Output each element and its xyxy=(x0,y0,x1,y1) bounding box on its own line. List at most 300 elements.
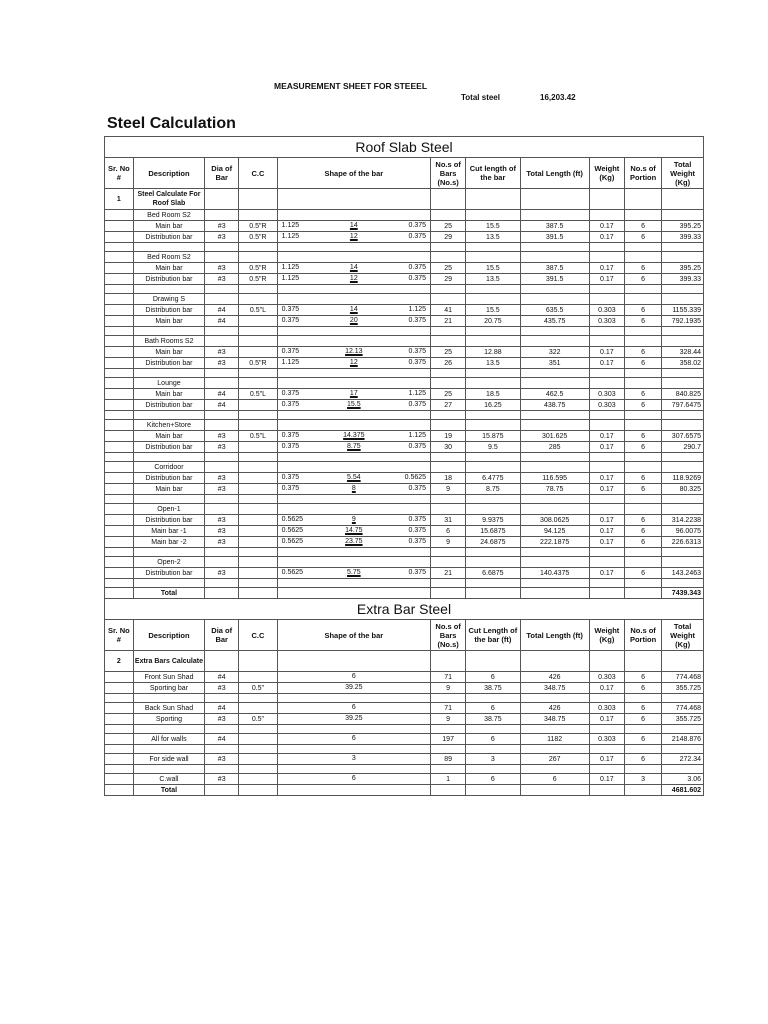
column-header: Sr. No # xyxy=(105,620,134,651)
portion-cell: 6 xyxy=(624,734,661,745)
blank-cell xyxy=(205,252,239,263)
portion-cell: 6 xyxy=(624,683,661,694)
table-row xyxy=(105,400,704,411)
blank-cell xyxy=(431,369,466,378)
blank-row xyxy=(105,495,704,504)
blank-cell xyxy=(662,378,704,389)
blank-cell xyxy=(105,579,134,588)
blank-cell xyxy=(133,369,204,378)
blank-cell xyxy=(277,285,430,294)
blank-cell xyxy=(105,725,134,734)
total-weight-cell: 395.25 xyxy=(662,221,704,232)
cut-length-cell: 20.75 xyxy=(466,316,520,327)
total-weight-cell: 840.825 xyxy=(662,389,704,400)
blank-cell xyxy=(624,378,661,389)
blank-cell xyxy=(589,579,624,588)
cc-cell xyxy=(239,672,277,683)
total-length-cell: 387.5 xyxy=(520,221,589,232)
blank-cell xyxy=(239,189,277,210)
blank-cell xyxy=(466,651,520,672)
description-cell: Main bar xyxy=(133,484,204,495)
total-length-cell: 116.595 xyxy=(520,473,589,484)
total-weight-cell: 399.33 xyxy=(662,232,704,243)
blank-cell xyxy=(133,285,204,294)
dia-cell: #4 xyxy=(205,672,239,683)
blank-cell xyxy=(520,327,589,336)
total-length-cell: 267 xyxy=(520,754,589,765)
blank-cell xyxy=(133,548,204,557)
shape-s2-value: 14.75 xyxy=(345,527,363,534)
blank-cell xyxy=(466,189,520,210)
shape-s3-value: 0.5625 xyxy=(404,474,427,481)
shape-s2-value: 12 xyxy=(349,233,358,240)
shape-s3-value: 0.375 xyxy=(408,359,427,366)
column-header: Dia of Bar xyxy=(205,620,239,651)
group-name-row xyxy=(105,504,704,515)
blank-cell xyxy=(133,495,204,504)
nos-cell: 9 xyxy=(431,683,466,694)
column-header: Shape of the bar xyxy=(277,620,430,651)
sr-number: 2 xyxy=(105,651,134,672)
portion-cell: 6 xyxy=(624,526,661,537)
group-name: Bed Room S2 xyxy=(133,252,204,263)
column-header: Description xyxy=(133,158,204,189)
table-row xyxy=(105,683,704,694)
blank-cell xyxy=(624,294,661,305)
blank-cell xyxy=(239,453,277,462)
page-title: Steel Calculation xyxy=(107,115,236,132)
total-length-cell: 391.5 xyxy=(520,232,589,243)
shape-cell xyxy=(277,232,430,243)
blank-cell xyxy=(277,745,430,754)
table-row xyxy=(105,714,704,725)
blank-cell xyxy=(589,378,624,389)
table-row xyxy=(105,568,704,579)
shape-cell xyxy=(277,754,430,765)
blank-cell xyxy=(239,327,277,336)
blank-cell xyxy=(466,579,520,588)
blank-cell xyxy=(589,725,624,734)
shape-s2-value: 6 xyxy=(351,673,356,680)
description-cell: Main bar xyxy=(133,347,204,358)
blank-cell xyxy=(105,473,134,484)
cut-length-cell: 38.75 xyxy=(466,714,520,725)
blank-cell xyxy=(520,504,589,515)
dia-cell: #3 xyxy=(205,473,239,484)
shape-s2-value: 39.25 xyxy=(345,715,363,722)
blank-cell xyxy=(520,210,589,221)
blank-cell xyxy=(205,785,239,796)
blank-cell xyxy=(466,495,520,504)
blank-cell xyxy=(624,557,661,568)
shape-s2-value: 23.75 xyxy=(345,538,363,545)
blank-cell xyxy=(205,504,239,515)
shape-s1-value: 0.5625 xyxy=(281,569,304,576)
total-weight-cell: 797.6475 xyxy=(662,400,704,411)
blank-cell xyxy=(624,243,661,252)
shape-cell xyxy=(277,431,430,442)
blank-cell xyxy=(662,327,704,336)
group-name-row xyxy=(105,420,704,431)
blank-cell xyxy=(133,765,204,774)
table-row xyxy=(105,316,704,327)
shape-s3-value: 0.375 xyxy=(408,569,427,576)
cut-length-cell: 8.75 xyxy=(466,484,520,495)
blank-cell xyxy=(662,336,704,347)
blank-cell xyxy=(105,515,134,526)
blank-cell xyxy=(431,579,466,588)
blank-cell xyxy=(466,694,520,703)
weight-cell: 0.303 xyxy=(589,703,624,714)
column-header: C.C xyxy=(239,158,277,189)
steel-table xyxy=(104,136,704,796)
blank-cell xyxy=(239,411,277,420)
column-header-row xyxy=(105,158,704,189)
shape-s3-value: 0.375 xyxy=(408,538,427,545)
blank-cell xyxy=(105,504,134,515)
blank-cell xyxy=(277,694,430,703)
blank-row xyxy=(105,765,704,774)
shape-s1-value: 1.125 xyxy=(281,264,300,271)
blank-row xyxy=(105,369,704,378)
cut-length-cell: 9.9375 xyxy=(466,515,520,526)
blank-cell xyxy=(105,400,134,411)
cut-length-cell: 13.5 xyxy=(466,232,520,243)
blank-cell xyxy=(624,411,661,420)
shape-s2-value: 12.13 xyxy=(345,348,363,355)
dia-cell: #3 xyxy=(205,754,239,765)
shape-s2-value: 12 xyxy=(349,359,358,366)
blank-cell xyxy=(589,765,624,774)
shape-cell xyxy=(277,774,430,785)
blank-cell xyxy=(624,745,661,754)
total-length-cell: 322 xyxy=(520,347,589,358)
total-weight-cell: 774.468 xyxy=(662,703,704,714)
portion-cell: 6 xyxy=(624,400,661,411)
total-length-cell: 438.75 xyxy=(520,400,589,411)
description-cell: Sporting bar xyxy=(133,683,204,694)
blank-cell xyxy=(662,462,704,473)
blank-cell xyxy=(277,252,430,263)
cut-length-cell: 6 xyxy=(466,774,520,785)
blank-cell xyxy=(624,453,661,462)
portion-cell: 6 xyxy=(624,274,661,285)
blank-cell xyxy=(239,495,277,504)
blank-row xyxy=(105,548,704,557)
blank-cell xyxy=(105,588,134,599)
nos-cell: 21 xyxy=(431,568,466,579)
weight-cell: 0.17 xyxy=(589,442,624,453)
shape-s2-value: 6 xyxy=(351,704,356,711)
blank-cell xyxy=(520,495,589,504)
total-length-cell: 308.0625 xyxy=(520,515,589,526)
blank-cell xyxy=(466,369,520,378)
total-weight-cell: 80.325 xyxy=(662,484,704,495)
weight-cell: 0.17 xyxy=(589,537,624,548)
section-heading: Extra Bars Calculate xyxy=(133,651,204,672)
total-label: Total xyxy=(133,785,204,796)
shape-cell xyxy=(277,347,430,358)
dia-cell: #3 xyxy=(205,431,239,442)
blank-cell xyxy=(520,651,589,672)
blank-cell xyxy=(520,378,589,389)
blank-cell xyxy=(277,210,430,221)
blank-cell xyxy=(589,285,624,294)
blank-cell xyxy=(662,294,704,305)
blank-cell xyxy=(133,327,204,336)
blank-cell xyxy=(466,548,520,557)
blank-cell xyxy=(431,745,466,754)
total-weight-cell: 792.1935 xyxy=(662,316,704,327)
blank-cell xyxy=(662,651,704,672)
shape-s1-value: 0.375 xyxy=(281,401,300,408)
shape-s3-value: 0.375 xyxy=(408,222,427,229)
nos-cell: 19 xyxy=(431,431,466,442)
column-header: Total Length (ft) xyxy=(520,158,589,189)
blank-cell xyxy=(239,651,277,672)
weight-cell: 0.303 xyxy=(589,305,624,316)
blank-cell xyxy=(662,189,704,210)
dia-cell: #3 xyxy=(205,484,239,495)
blank-cell xyxy=(239,285,277,294)
blank-cell xyxy=(589,336,624,347)
blank-cell xyxy=(105,316,134,327)
total-length-cell: 222.1875 xyxy=(520,537,589,548)
shape-s2-value: 14 xyxy=(349,264,358,271)
blank-cell xyxy=(239,336,277,347)
blank-cell xyxy=(466,252,520,263)
nos-cell: 27 xyxy=(431,400,466,411)
dia-cell: #3 xyxy=(205,263,239,274)
cc-cell xyxy=(239,774,277,785)
description-cell: Distribution bar xyxy=(133,400,204,411)
blank-cell xyxy=(662,504,704,515)
blank-cell xyxy=(466,504,520,515)
blank-cell xyxy=(624,495,661,504)
blank-cell xyxy=(520,336,589,347)
blank-cell xyxy=(277,548,430,557)
total-weight-cell: 399.33 xyxy=(662,274,704,285)
table-row xyxy=(105,526,704,537)
total-length-cell: 435.75 xyxy=(520,316,589,327)
shape-cell xyxy=(277,683,430,694)
blank-cell xyxy=(662,694,704,703)
dia-cell: #4 xyxy=(205,400,239,411)
blank-cell xyxy=(431,495,466,504)
shape-s2-value: 9 xyxy=(351,516,356,523)
blank-cell xyxy=(105,252,134,263)
section-banner: Roof Slab Steel xyxy=(105,137,704,158)
shape-s1-value: 0.5625 xyxy=(281,538,304,545)
weight-cell: 0.17 xyxy=(589,221,624,232)
blank-cell xyxy=(624,694,661,703)
total-value: 4681.602 xyxy=(662,785,704,796)
column-header: Cut length of the bar xyxy=(466,158,520,189)
nos-cell: 18 xyxy=(431,473,466,484)
cut-length-cell: 16.25 xyxy=(466,400,520,411)
blank-cell xyxy=(205,420,239,431)
blank-cell xyxy=(589,462,624,473)
blank-cell xyxy=(105,378,134,389)
blank-cell xyxy=(624,725,661,734)
blank-cell xyxy=(589,243,624,252)
nos-cell: 29 xyxy=(431,274,466,285)
blank-cell xyxy=(624,285,661,294)
blank-cell xyxy=(105,263,134,274)
blank-cell xyxy=(431,504,466,515)
blank-cell xyxy=(133,725,204,734)
blank-cell xyxy=(431,694,466,703)
dia-cell: #3 xyxy=(205,442,239,453)
dia-cell: #3 xyxy=(205,347,239,358)
group-name-row xyxy=(105,210,704,221)
blank-cell xyxy=(624,462,661,473)
section-heading-row xyxy=(105,189,704,210)
blank-cell xyxy=(205,243,239,252)
table-row xyxy=(105,221,704,232)
blank-cell xyxy=(624,252,661,263)
portion-cell: 6 xyxy=(624,473,661,484)
weight-cell: 0.17 xyxy=(589,683,624,694)
cc-cell xyxy=(239,400,277,411)
blank-cell xyxy=(239,745,277,754)
blank-cell xyxy=(277,504,430,515)
blank-cell xyxy=(466,411,520,420)
blank-cell xyxy=(239,725,277,734)
total-weight-cell: 118.9269 xyxy=(662,473,704,484)
blank-cell xyxy=(205,557,239,568)
cut-length-cell: 13.5 xyxy=(466,274,520,285)
shape-s2-value: 5.54 xyxy=(347,474,361,481)
nos-cell: 71 xyxy=(431,672,466,683)
blank-cell xyxy=(589,252,624,263)
shape-s2-value: 17 xyxy=(349,390,358,397)
blank-cell xyxy=(105,495,134,504)
blank-cell xyxy=(277,411,430,420)
column-header: Weight (Kg) xyxy=(589,620,624,651)
shape-s3-value: 0.375 xyxy=(408,317,427,324)
blank-cell xyxy=(431,453,466,462)
blank-cell xyxy=(520,243,589,252)
blank-cell xyxy=(624,189,661,210)
weight-cell: 0.17 xyxy=(589,358,624,369)
shape-s2-value: 14 xyxy=(349,222,358,229)
cut-length-cell: 6 xyxy=(466,703,520,714)
portion-cell: 6 xyxy=(624,672,661,683)
blank-cell xyxy=(277,785,430,796)
group-name-row xyxy=(105,252,704,263)
cc-cell xyxy=(239,526,277,537)
blank-cell xyxy=(624,336,661,347)
blank-cell xyxy=(589,294,624,305)
blank-cell xyxy=(105,734,134,745)
dia-cell: #3 xyxy=(205,515,239,526)
cc-cell xyxy=(239,537,277,548)
blank-cell xyxy=(239,252,277,263)
blank-cell xyxy=(662,252,704,263)
blank-cell xyxy=(520,557,589,568)
nos-cell: 31 xyxy=(431,515,466,526)
shape-s3-value: 0.375 xyxy=(408,485,427,492)
weight-cell: 0.303 xyxy=(589,400,624,411)
total-length-cell: 94.125 xyxy=(520,526,589,537)
blank-cell xyxy=(205,189,239,210)
blank-cell xyxy=(466,378,520,389)
blank-cell xyxy=(520,462,589,473)
blank-cell xyxy=(431,651,466,672)
shape-s1-value: 0.375 xyxy=(281,317,300,324)
dia-cell: #4 xyxy=(205,389,239,400)
total-weight-cell: 358.02 xyxy=(662,358,704,369)
cc-cell: 0.5"L xyxy=(239,389,277,400)
shape-s3-value: 0.375 xyxy=(408,527,427,534)
blank-cell xyxy=(624,588,661,599)
blank-cell xyxy=(589,210,624,221)
total-length-cell: 285 xyxy=(520,442,589,453)
blank-cell xyxy=(662,495,704,504)
blank-cell xyxy=(105,526,134,537)
blank-cell xyxy=(105,754,134,765)
cc-cell: 0.5"R xyxy=(239,232,277,243)
shape-cell xyxy=(277,442,430,453)
blank-cell xyxy=(105,462,134,473)
blank-cell xyxy=(662,420,704,431)
shape-s2-value: 3 xyxy=(351,755,356,762)
blank-cell xyxy=(277,243,430,252)
table-row xyxy=(105,274,704,285)
cut-length-cell: 13.5 xyxy=(466,358,520,369)
total-length-cell: 426 xyxy=(520,672,589,683)
blank-cell xyxy=(105,785,134,796)
cc-cell: 0.5"R xyxy=(239,263,277,274)
weight-cell: 0.17 xyxy=(589,431,624,442)
shape-s2-value: 20 xyxy=(349,317,358,324)
cut-length-cell: 18.5 xyxy=(466,389,520,400)
description-cell: Distribution bar xyxy=(133,305,204,316)
blank-cell xyxy=(662,411,704,420)
shape-s1-value: 0.375 xyxy=(281,474,300,481)
total-length-cell: 387.5 xyxy=(520,263,589,274)
description-cell: Distribution bar xyxy=(133,232,204,243)
cc-cell xyxy=(239,754,277,765)
blank-cell xyxy=(624,504,661,515)
blank-cell xyxy=(431,210,466,221)
blank-cell xyxy=(624,579,661,588)
description-cell: Distribution bar xyxy=(133,473,204,484)
cc-cell xyxy=(239,484,277,495)
column-header: Cut Length of the bar (ft) xyxy=(466,620,520,651)
column-header: No.s of Bars (No.s) xyxy=(431,158,466,189)
section-banner-row xyxy=(105,137,704,158)
blank-cell xyxy=(624,369,661,378)
cut-length-cell: 3 xyxy=(466,754,520,765)
blank-cell xyxy=(466,725,520,734)
shape-s1-value: 0.375 xyxy=(281,306,300,313)
blank-cell xyxy=(105,568,134,579)
nos-cell: 9 xyxy=(431,537,466,548)
blank-cell xyxy=(589,785,624,796)
blank-cell xyxy=(520,694,589,703)
cc-cell: 0.5"L xyxy=(239,305,277,316)
blank-cell xyxy=(466,210,520,221)
blank-cell xyxy=(520,294,589,305)
blank-cell xyxy=(466,462,520,473)
total-length-cell: 426 xyxy=(520,703,589,714)
table-row xyxy=(105,232,704,243)
blank-cell xyxy=(466,243,520,252)
blank-cell xyxy=(239,462,277,473)
blank-cell xyxy=(105,453,134,462)
